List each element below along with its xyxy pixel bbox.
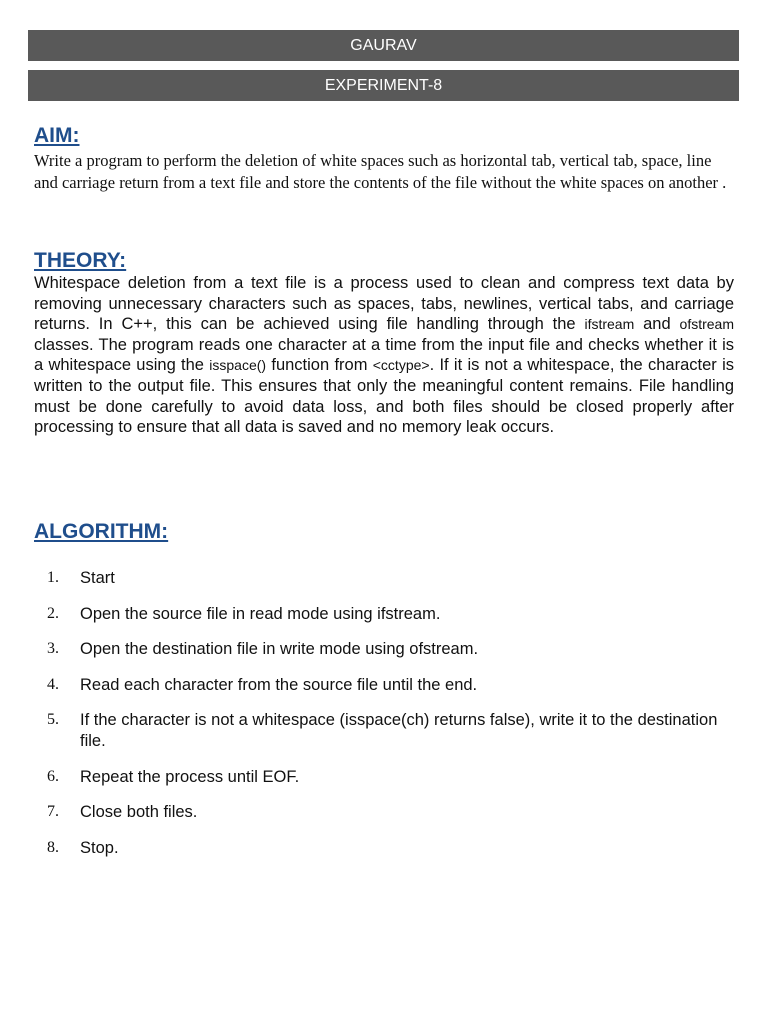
theory-text xyxy=(34,273,734,438)
algorithm-step xyxy=(34,568,739,589)
step-number: 3. xyxy=(47,640,59,658)
theory-text-part: and xyxy=(634,315,680,334)
student-name: GAURAV xyxy=(350,37,417,54)
step-text: If the character is not a whitespace (isspace(ch) returns false), write it to the destination file. xyxy=(80,711,718,750)
algorithm-step xyxy=(34,838,739,859)
algorithm-step xyxy=(34,710,739,751)
step-text: Open the source file in read mode using ifstream. xyxy=(80,604,441,623)
step-text: Start xyxy=(80,569,115,587)
step-number: 4. xyxy=(47,675,59,693)
experiment-title: EXPERIMENT-8 xyxy=(324,77,443,94)
step-number: 7. xyxy=(47,803,59,821)
algorithm-step xyxy=(34,604,739,625)
code-cctype: <cctype> xyxy=(372,357,430,374)
algorithm-step xyxy=(34,767,739,788)
step-text: Open the destination file in write mode using ofstream. xyxy=(80,640,479,659)
step-text: Read each character from the source file until the end. xyxy=(80,675,478,694)
step-number: 2. xyxy=(47,604,59,622)
student-name-bar xyxy=(28,30,739,61)
theory-text-part: Whitespace deletion from a text file is a process used to clean and compress text data by removing unnecessary characters such as spaces, tabs, newlines, vertical tabs, and carriage returns. In C++, this can be achieved using file handling through the xyxy=(34,274,734,334)
step-text: Repeat the process until EOF. xyxy=(80,767,300,786)
algorithm-step xyxy=(34,802,739,823)
step-number: 6. xyxy=(47,767,59,785)
theory-text-part: . If it is not a whitespace, the character is written to the output file. This ensures that only the meaningful content remains. File handling must be done carefully to avoid data loss, and both files should be closed properly after processing to ensure that all data is saved and no memory leak occurs. xyxy=(34,356,734,437)
code-isspace: isspace() xyxy=(209,357,267,374)
theory-heading: THEORY: xyxy=(34,249,127,272)
theory-text-part: function from xyxy=(266,356,373,375)
algorithm-step xyxy=(34,675,739,696)
step-number: 1. xyxy=(47,569,59,586)
algorithm-heading: ALGORITHM: xyxy=(34,520,169,543)
algorithm-step xyxy=(34,639,739,660)
aim-heading: AIM: xyxy=(34,124,80,147)
code-ofstream: ofstream xyxy=(679,316,734,333)
step-number: 5. xyxy=(47,711,59,729)
step-number: 8. xyxy=(47,838,59,856)
aim-text: Write a program to perform the deletion of white spaces such as horizontal tab, vertical tab, space, line and carriage return from a text file and store the contents of the file without the white spaces on another . xyxy=(34,151,727,192)
code-ifstream: ifstream xyxy=(584,316,635,333)
step-text: Close both files. xyxy=(80,803,198,822)
theory-text-part: classes. The program reads one character at a time from the input file and checks whether it is a whitespace using the xyxy=(34,335,734,375)
experiment-title-bar xyxy=(28,70,739,101)
step-text: Stop. xyxy=(80,838,119,857)
algorithm-steps-list xyxy=(34,568,739,873)
